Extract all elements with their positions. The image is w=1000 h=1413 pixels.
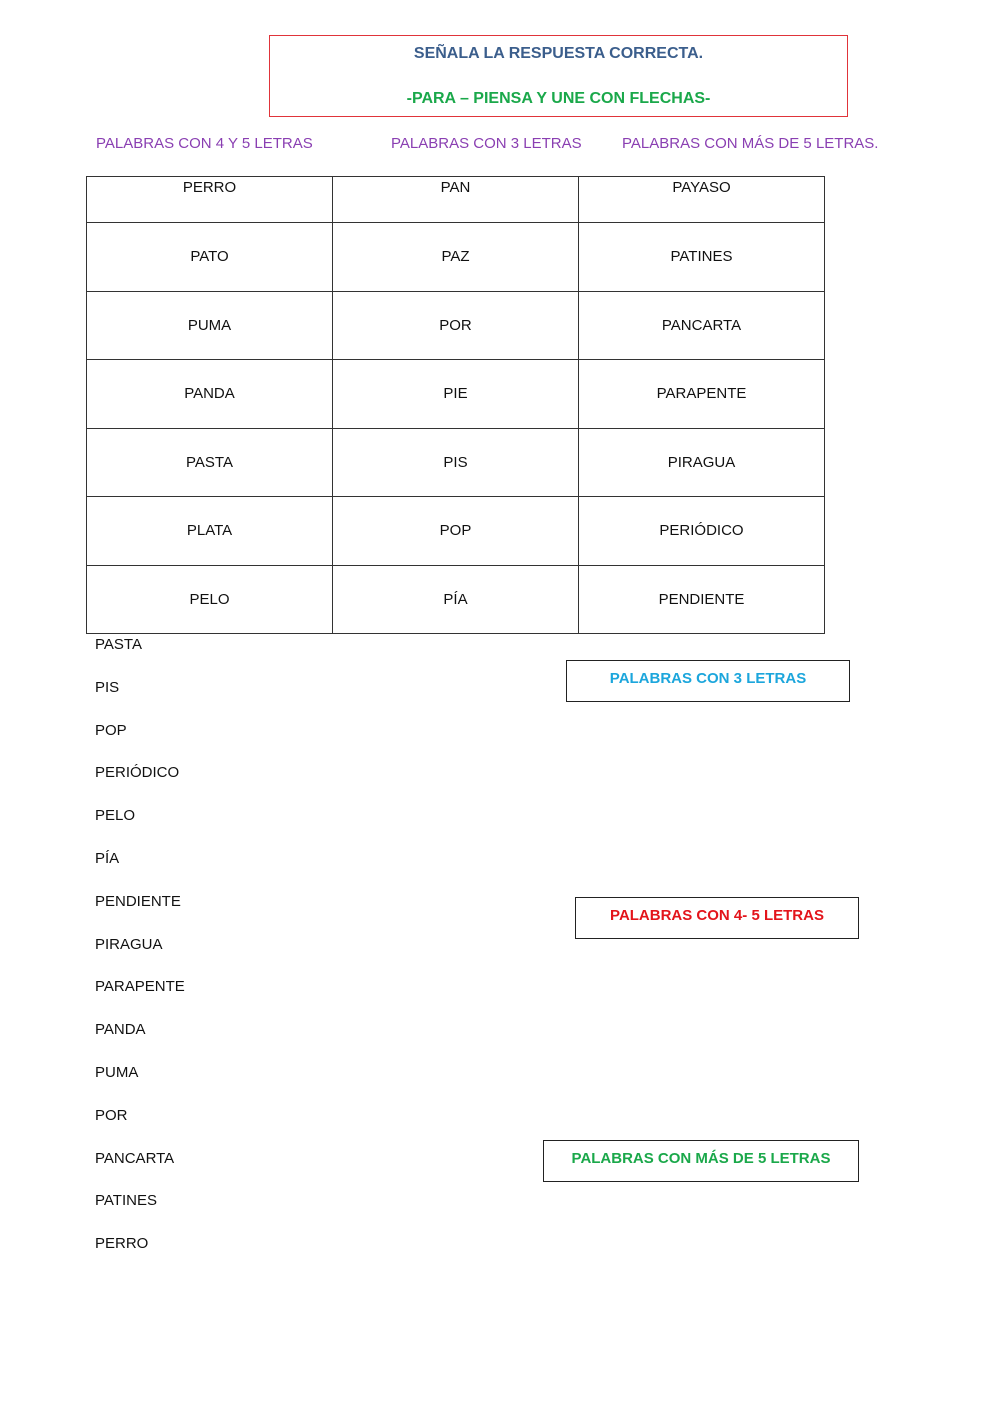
table-row: [87, 360, 825, 429]
word-item[interactable]: PÍA: [95, 849, 120, 867]
table-cell: POP: [333, 497, 579, 566]
word-item[interactable]: POP: [95, 721, 127, 739]
table-row: [87, 565, 825, 634]
table-row: [87, 291, 825, 360]
word-table: [86, 176, 825, 634]
word-item[interactable]: PUMA: [95, 1063, 139, 1081]
column-heading-3-letters: PALABRAS CON 3 LETRAS: [391, 135, 582, 152]
table-cell: PANDA: [87, 360, 333, 429]
table-cell: PENDIENTE: [579, 565, 825, 634]
page-title: SEÑALA LA RESPUESTA CORRECTA.: [413, 45, 704, 62]
table-cell: PÍA: [333, 565, 579, 634]
word-item[interactable]: PENDIENTE: [95, 892, 181, 910]
table-cell: PATO: [87, 223, 333, 292]
table-row: [87, 223, 825, 292]
target-box-4-5-letters[interactable]: PALABRAS CON 4- 5 LETRAS: [575, 897, 859, 939]
table-row: [87, 497, 825, 566]
page-subtitle: -PARA – PIENSA Y UNE CON FLECHAS-: [406, 90, 711, 107]
word-item[interactable]: PERIÓDICO: [95, 764, 180, 782]
word-item[interactable]: PANCARTA: [95, 1149, 175, 1167]
target-box-more-than-5-letters[interactable]: PALABRAS CON MÁS DE 5 LETRAS: [543, 1140, 859, 1182]
table-cell: PIRAGUA: [579, 428, 825, 497]
table-cell: POR: [333, 291, 579, 360]
word-item[interactable]: PIRAGUA: [95, 935, 163, 953]
table-cell: PAN: [333, 177, 579, 223]
word-item[interactable]: PELO: [95, 807, 136, 825]
table-row: [87, 428, 825, 497]
table-row: [87, 177, 825, 223]
table-cell: PIS: [333, 428, 579, 497]
word-item[interactable]: PATINES: [95, 1192, 157, 1210]
table-cell: PAZ: [333, 223, 579, 292]
table-cell: PASTA: [87, 428, 333, 497]
column-heading-4-5-letters: PALABRAS CON 4 Y 5 LETRAS: [96, 135, 313, 152]
table-cell: PUMA: [87, 291, 333, 360]
instructions-box: [269, 35, 848, 117]
table-cell: PLATA: [87, 497, 333, 566]
table-cell: PANCARTA: [579, 291, 825, 360]
table-cell: PIE: [333, 360, 579, 429]
column-heading-more-than-5: PALABRAS CON MÁS DE 5 LETRAS.: [622, 135, 879, 152]
matching-word-list: [95, 634, 185, 1276]
word-item[interactable]: PERRO: [95, 1235, 149, 1253]
word-item[interactable]: PIS: [95, 678, 120, 696]
table-cell: PELO: [87, 565, 333, 634]
table-cell: PAYASO: [579, 177, 825, 223]
table-cell: PERIÓDICO: [579, 497, 825, 566]
word-item[interactable]: PASTA: [95, 636, 142, 653]
target-box-3-letters[interactable]: PALABRAS CON 3 LETRAS: [566, 660, 850, 702]
table-cell: PATINES: [579, 223, 825, 292]
word-item[interactable]: PARAPENTE: [95, 978, 185, 996]
word-item[interactable]: PANDA: [95, 1021, 146, 1039]
table-cell: PERRO: [87, 177, 333, 223]
word-item[interactable]: POR: [95, 1106, 128, 1124]
table-cell: PARAPENTE: [579, 360, 825, 429]
